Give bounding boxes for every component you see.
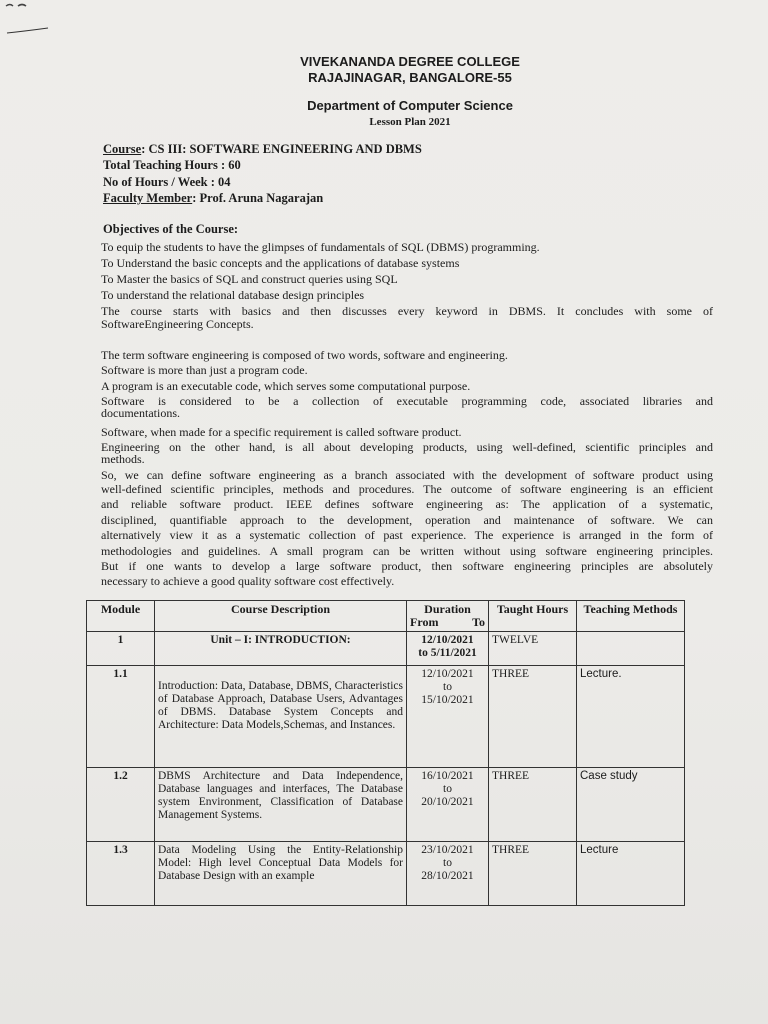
college-address: RAJAJINAGAR, BANGALORE-55	[308, 70, 512, 85]
description-cell: Unit – I: INTRODUCTION:	[155, 632, 407, 666]
duration-from: 16/10/2021	[421, 770, 474, 782]
body-line: alternatively view it as a systematic collection of past experience. The experience is arranged in the form of	[101, 528, 713, 542]
col-header-taught-hours: Taught Hours	[489, 601, 577, 632]
duration-cell	[407, 768, 489, 842]
description-cell: DBMS Architecture and Data Independence, Database languages and interfaces, The Database system Environment, Classification of Database Management Systems.	[155, 768, 407, 842]
faculty-label: Faculty Member	[103, 191, 193, 205]
objective-line: The course starts with basics and then discusses every keyword in DBMS. It concludes with some of	[101, 304, 713, 318]
method-cell: Case study	[577, 768, 685, 842]
body-line: Software, when made for a specific requirement is called software product.	[101, 425, 462, 439]
body-line: So, we can define software engineering as a branch associated with the development of software product using	[101, 468, 713, 482]
body-line: and reliable software product. IEEE defines software engineering as: The application of a systematic,	[101, 497, 713, 511]
duration-label: Duration	[424, 602, 471, 616]
module-cell: 1.2	[87, 768, 155, 842]
duration-cell	[407, 666, 489, 768]
body-line: But if one wants to develop a large software product, then software engineering principles are absolutely	[101, 559, 713, 573]
body-line: well-defined scientific principles, methods and procedures. The outcome of software engineering is an efficient	[101, 482, 713, 496]
duration-from: 12/10/2021	[421, 668, 474, 680]
faculty-value: : Prof. Aruna Nagarajan	[192, 191, 324, 205]
duration-subheader	[410, 616, 485, 629]
lesson-plan-title: Lesson Plan 2021	[369, 116, 451, 128]
method-cell: Lecture	[577, 842, 685, 906]
module-cell: 1.3	[87, 842, 155, 906]
module-cell: 1	[87, 632, 155, 666]
body-line: methodologies and guidelines. A small program can be written without using software engineering principles.	[101, 544, 713, 558]
duration-from: 23/10/2021	[421, 844, 474, 856]
objectives-title: Objectives of the Course:	[103, 222, 239, 236]
course-label: Course	[103, 142, 142, 156]
body-line: disciplined, quantifiable approach to the development, operation and maintenance of software. We can	[101, 513, 713, 527]
body-line: Engineering on the other hand, is all about developing products, using well-defined, scientific principles and	[101, 440, 713, 454]
hours-cell: THREE	[489, 768, 577, 842]
objective-line: To equip the students to have the glimpses of fundamentals of SQL (DBMS) programming.	[101, 240, 540, 254]
hours-cell: THREE	[489, 842, 577, 906]
module-cell: 1.1	[87, 666, 155, 768]
table-row	[87, 666, 685, 768]
duration-sep: to	[443, 783, 452, 795]
description-cell: Data Modeling Using the Entity-Relationship Model: High level Conceptual Data Models for Database Design with an example	[155, 842, 407, 906]
col-header-description: Course Description	[155, 601, 407, 632]
table-row	[87, 632, 685, 666]
method-cell	[577, 632, 685, 666]
col-header-module: Module	[87, 601, 155, 632]
hours-per-week: No of Hours / Week : 04	[103, 175, 231, 189]
pen-mark-scribble	[4, 0, 54, 40]
hours-cell: TWELVE	[489, 632, 577, 666]
table-header-row	[87, 601, 685, 632]
to-label: To	[472, 615, 485, 629]
body-line: Software is more than just a program code.	[101, 363, 308, 377]
table-row	[87, 842, 685, 906]
body-line: methods.	[101, 452, 145, 466]
table-row	[87, 768, 685, 842]
hours-cell: THREE	[489, 666, 577, 768]
duration-to: 20/10/2021	[421, 796, 474, 808]
body-line: The term software engineering is composed of two words, software and engineering.	[101, 348, 508, 362]
objective-line: To Master the basics of SQL and construct queries using SQL	[101, 272, 398, 286]
from-label: From	[410, 615, 439, 629]
body-line: Software is considered to be a collection of executable programming code, associated libraries and	[101, 394, 713, 408]
lesson-plan-table	[86, 600, 685, 906]
col-header-duration	[407, 601, 489, 632]
objective-line: To understand the relational database design principles	[101, 288, 365, 302]
course-value: : CS III: SOFTWARE ENGINEERING AND DBMS	[141, 142, 422, 156]
duration-cell	[407, 632, 489, 666]
duration-from: 12/10/2021	[421, 634, 474, 646]
duration-to: to 5/11/2021	[418, 647, 477, 659]
duration-to: 15/10/2021	[421, 694, 474, 706]
duration-sep: to	[443, 857, 452, 869]
duration-sep: to	[443, 681, 452, 693]
objective-line: SoftwareEngineering Concepts.	[101, 317, 254, 331]
department-name: Department of Computer Science	[307, 98, 513, 113]
college-name: VIVEKANANDA DEGREE COLLEGE	[300, 54, 520, 69]
objective-line: To Understand the basic concepts and the applications of database systems	[101, 256, 460, 270]
body-line: necessary to achieve a good quality software cost effectively.	[101, 574, 395, 588]
description-cell: Introduction: Data, Database, DBMS, Characteristics of Database Approach, Database Users, Advantages of DBMS. Database System Concepts and Architecture: Data Models,Schemas, and Instances.	[155, 666, 407, 768]
body-line: A program is an executable code, which serves some computational purpose.	[101, 379, 471, 393]
course-line	[103, 141, 422, 157]
body-line: documentations.	[101, 406, 180, 420]
teaching-hours: Total Teaching Hours : 60	[103, 158, 241, 172]
faculty-line	[103, 190, 323, 206]
duration-cell	[407, 842, 489, 906]
method-cell: Lecture.	[577, 666, 685, 768]
duration-to: 28/10/2021	[421, 870, 474, 882]
col-header-teaching-methods: Teaching Methods	[577, 601, 685, 632]
